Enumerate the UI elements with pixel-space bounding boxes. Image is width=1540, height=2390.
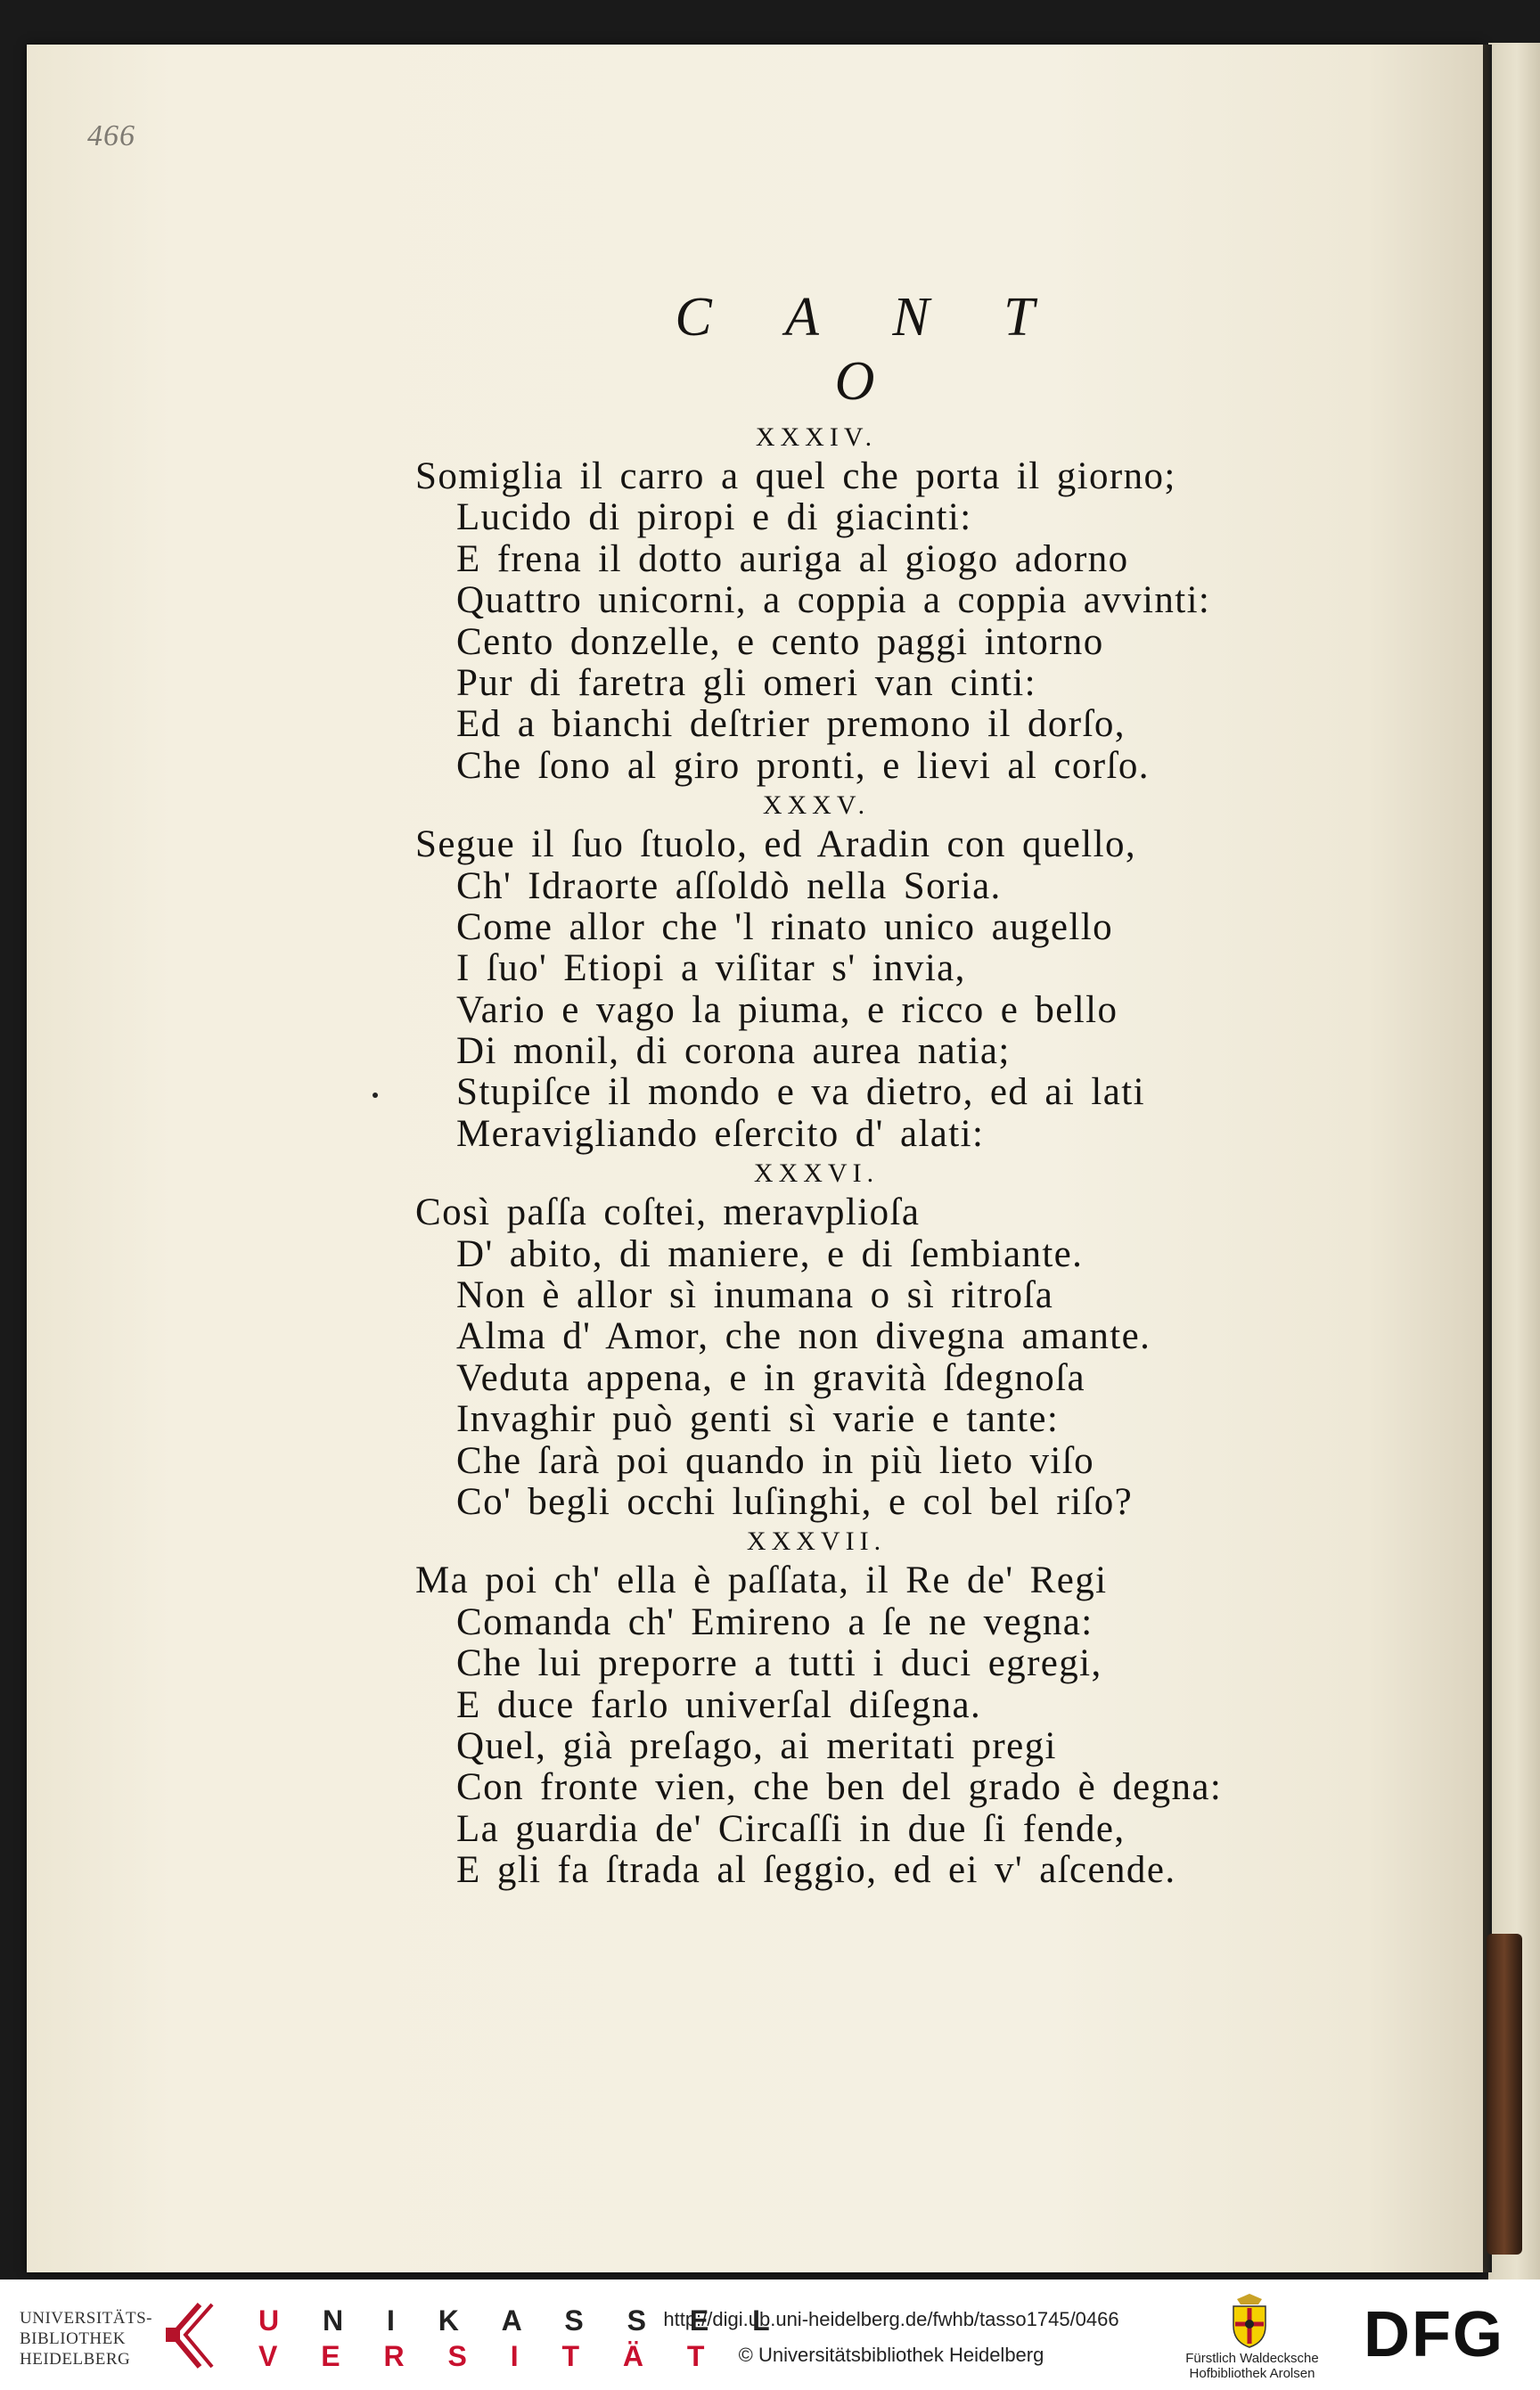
- verse-line: Somiglia il carro a quel che porta il giorno;: [415, 455, 1176, 497]
- verse-line: E frena il dotto auriga al giogo adorno: [456, 537, 1129, 580]
- verse-line: Stupiſce il mondo e va dietro, ed ai lati: [456, 1071, 1145, 1114]
- verse-line: Come allor che 'l rinato unico augello: [456, 905, 1113, 948]
- verse-line: Invaghir può genti sì varie e tante:: [456, 1398, 1060, 1441]
- verse-line: Che ſono al giro pronti, e lievi al corſo.: [456, 744, 1150, 787]
- stanza-number: XXXVI.: [753, 1158, 880, 1189]
- verse-line: Co' begli occhi luſinghi, e col bel riſo?: [456, 1480, 1134, 1523]
- waldeck-line: Hofbibliothek Arolsen: [1189, 2366, 1315, 2381]
- folio-number: 466: [87, 119, 135, 152]
- waldeck-crest-icon: [1228, 2292, 1271, 2349]
- binding-strip: [1487, 1934, 1522, 2255]
- verse-line: Vario e vago la piuma, e ricco e bello: [456, 988, 1118, 1031]
- verse-line: Cento donzelle, e cento paggi intorno: [456, 620, 1104, 663]
- kassel-logo-line: V E R S I T Ä T: [258, 2340, 723, 2372]
- copyright-notice: © Universitätsbibliothek Heidelberg: [738, 2344, 1044, 2366]
- verse-line: Non è allor sì inumana o sì ritroſa: [456, 1274, 1054, 1317]
- ub-heidelberg-logo[interactable]: [20, 2308, 152, 2370]
- ub-heidelberg-mark-icon: [164, 2301, 223, 2370]
- stanza-number: XXXV.: [762, 790, 871, 821]
- stanza-list: [415, 419, 1307, 1892]
- verse-line: Che lui preporre a tutti i duci egregi,: [456, 1642, 1102, 1685]
- verse-line: E duce farlo univerſal diſegna.: [456, 1683, 982, 1726]
- verse-line: Meravigliando eſercito d' alati:: [456, 1112, 985, 1155]
- verse-line: Lucido di piropi e di giacinti:: [456, 496, 972, 539]
- verse-line: Comanda ch' Emireno a ſe ne vegna:: [456, 1600, 1094, 1643]
- verse-line: La guardia de' Circaſſi in due ſi fende,: [456, 1807, 1126, 1850]
- verse-line: D' abito, di maniere, e di ſembiante.: [456, 1232, 1084, 1275]
- verse-line: Quel, già preſago, ai meritati pregi: [456, 1724, 1057, 1767]
- ub-logo-line: HEIDELBERG: [20, 2350, 131, 2369]
- stanza-number: XXXVII.: [746, 1526, 887, 1557]
- ub-logo-line: BIBLIOTHEK: [20, 2329, 126, 2348]
- waldeck-library-label[interactable]: [1176, 2351, 1328, 2381]
- verse-line: Alma d' Amor, che non divegna amante.: [456, 1315, 1151, 1358]
- verse-line: E gli fa ſtrada al ſeggio, ed ei v' aſcende.: [456, 1849, 1176, 1892]
- verse-line: Pur di faretra gli omeri van cinti:: [456, 661, 1036, 704]
- ub-logo-line: UNIVERSITÄTS-: [20, 2309, 152, 2328]
- verse-line: Segue il ſuo ſtuolo, ed Aradin con quello,: [415, 823, 1136, 866]
- verse-line: Di monil, di corona aurea natia;: [456, 1030, 1011, 1073]
- canto-title: C A N T O: [675, 287, 1065, 412]
- ink-speck: [373, 1093, 378, 1098]
- verse-line: Con fronte vien, che ben del grado è degna:: [456, 1766, 1223, 1809]
- verse-line: Così paſſa coſtei, meravplioſa: [415, 1191, 921, 1234]
- verse-line: Che ſarà poi quando in più lieto viſo: [456, 1439, 1094, 1482]
- dfg-logo[interactable]: DFG: [1364, 2299, 1504, 2370]
- kassel-logo-text: N I K A S S E L: [323, 2304, 788, 2337]
- verse-line: Veduta appena, e in gravità ſdegnoſa: [456, 1356, 1086, 1399]
- verse-line: I ſuo' Etiopi a viſitar s' invia,: [456, 947, 966, 990]
- poem-text-block: [415, 285, 1307, 1892]
- stanza-number: XXXIV.: [755, 422, 878, 452]
- verse-line: Ch' Idraorte aſſoldò nella Soria.: [456, 864, 1002, 907]
- verse-line: Quattro unicorni, a coppia a coppia avvinti:: [456, 579, 1211, 622]
- footer-bar: [0, 2280, 1540, 2390]
- waldeck-line: Fürstlich Waldecksche: [1185, 2351, 1319, 2366]
- verse-line: Ma poi ch' ella è paſſata, il Re de' Regi: [415, 1559, 1108, 1602]
- verse-line: Ed a bianchi deſtrier premono il dorſo,: [456, 703, 1126, 746]
- permalink-url[interactable]: http://digi.ub.uni-heidelberg.de/fwhb/tasso1745/0466: [663, 2308, 1119, 2330]
- kassel-red-letter: U: [258, 2304, 298, 2337]
